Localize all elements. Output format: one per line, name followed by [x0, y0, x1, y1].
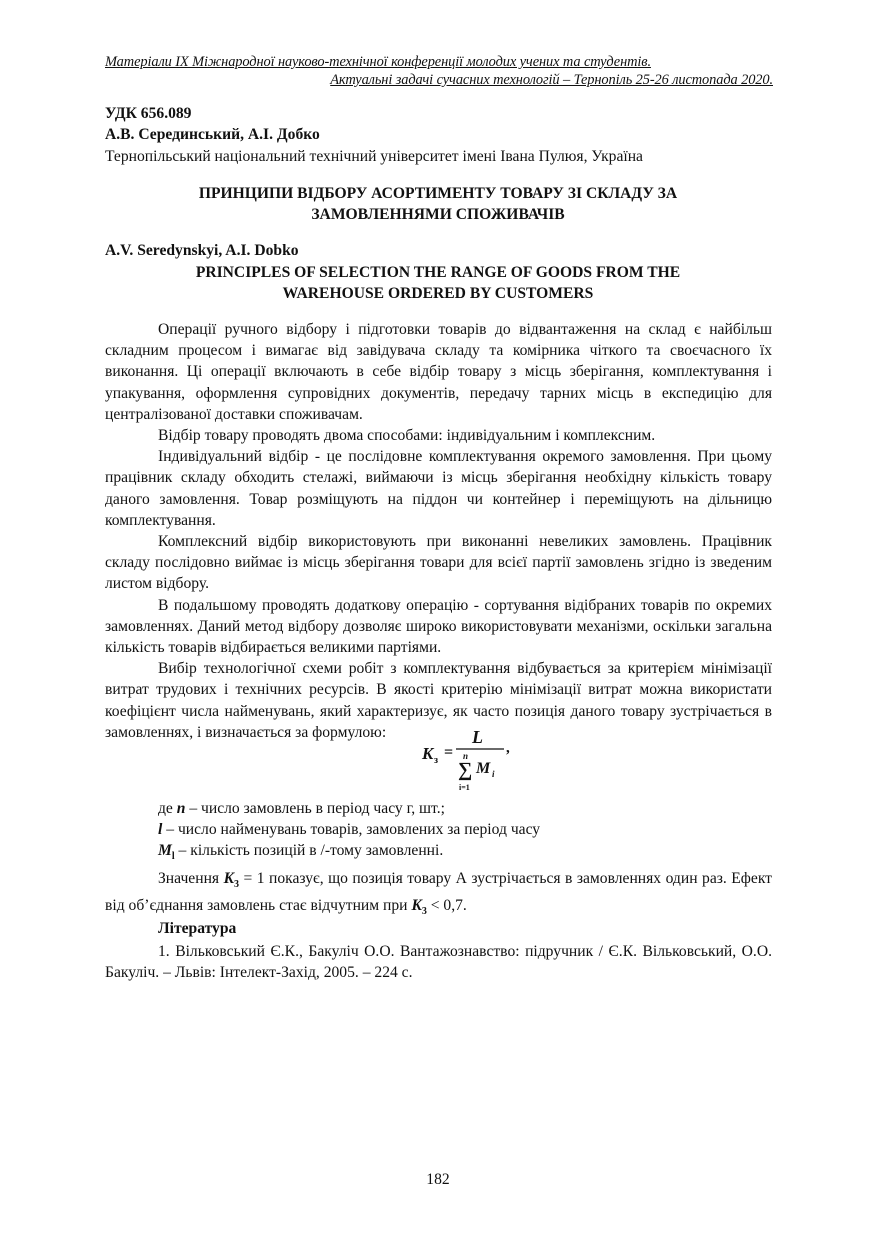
formula-sum-term-sub: i	[492, 769, 495, 779]
title-ua: ПРИНЦИПИ ВІДБОРУ АСОРТИМЕНТУ ТОВАРУ ЗІ СКЛАДУ ЗА ЗАМОВЛЕННЯМИ СПОЖИВАЧІВ	[198, 185, 678, 223]
paragraph: Відбір товару проводять двома способами: індивідуальним і комплексним.	[158, 427, 656, 445]
coefficient-formula	[420, 724, 530, 800]
page-number: 182	[426, 1171, 450, 1188]
formula-equals: =	[444, 744, 454, 761]
paragraph: Комплексний відбір використовують при виконанні невеликих замовлень. Працівник складу послідовно виймає із місць зберігання товари для всієї партії замовлень згідно із зведеним листом відбору.	[105, 533, 772, 593]
def-n: де n – число замовлень в період часу г, шт.;	[158, 800, 445, 817]
title-en: PRINCIPLES OF SELECTION THE RANGE OF GOODS FROM THE WAREHOUSE ORDERED BY CUSTOMERS	[195, 264, 681, 302]
formula-lhs-sub: з	[434, 755, 439, 766]
paragraph: В подальшому проводять додаткову операцію - сортування відібраних товарів по окремих замовленнях. Даний метод відбору дозволяє широко використовувати механізми, оскільки загальна кількість товарів відбирається великими партіями.	[105, 596, 772, 657]
paragraph: Вибір технологічної схеми робіт з комплектування відбувається за критерієм мінімізації витрат трудових і технічних ресурсів. В якості критерію мінімізації витрат можна використати коефіцієнт числа найменувань, який характеризує, як часто позиція даного товару зустрічається в замовленнях, і визначається за формулою:	[105, 660, 772, 741]
formula-numerator: L	[472, 727, 483, 747]
header-conference-line: Матеріали ІХ Міжнародної науково-технічної конференції молодих учених та студентів.	[105, 54, 651, 70]
udk-code: УДК 656.089	[105, 105, 192, 122]
paragraph: Операції ручного відбору і підготовки товарів до відвантаження на склад є найбільш складним процесом і вимагає від завідувача складу та комірника чіткого та своєчасного їх виконання. Ці операції включають в себе відбір товару з місць зберігання, комплектування і упакування, оформлення супровідних документів, передачу тарних місць в експедицію для централізованої доставки споживачам.	[105, 321, 772, 423]
formula-comma: ,	[506, 740, 510, 756]
def-l: l – число найменувань товарів, замовлених за період часу	[158, 821, 541, 839]
literature-heading: Література	[158, 920, 237, 937]
def-m: $M_l$ – кількість позицій в /-тому замовленні.	[158, 842, 444, 863]
sum-symbol: ∑	[458, 759, 473, 781]
header-topic-line: Актуальні задачі сучасних технологій – Тернопіль 25-26 листопада 2020.	[330, 72, 773, 88]
article-body	[105, 319, 772, 743]
formula-lhs: K	[422, 744, 434, 763]
authors-en: A.V. Seredynskyi, A.I. Dobko	[105, 242, 299, 259]
authors-ua: А.В. Серединський, А.І. Добко	[105, 126, 320, 143]
paragraph: Індивідуальний відбір - це послідовне комплектування окремого замовлення. При цьому працівник складу обходить стелажі, виймаючи із місць зберігання необхідну кількість товару даного замовлення. Товар розміщують на піддон чи контейнер і переміщують на дільницю комплектування.	[105, 448, 772, 529]
reference-item: 1. Вільковський Є.К., Бакуліч О.О. Вантажознавство: підручник / Є.К. Вільковський, О.О. Бакуліч. – Львів: Інтелект-Захід, 2005. – 224 с.	[105, 943, 772, 982]
formula-sum-top: n	[463, 751, 469, 761]
affiliation: Тернопільський національний технічний університет імені Івана Пулюя, Україна	[105, 148, 643, 165]
formula-sum-bottom: i=1	[459, 783, 470, 792]
definitions	[105, 798, 772, 922]
k-value-note: Значення $K_3 = 1$ показує, що позиція товару А зустрічається в замовленнях один раз. Ефект від об’єднання замовлень стає відчутним при $K_3 < 0,7$.	[105, 869, 773, 918]
references-list	[105, 941, 772, 983]
formula-sum-term: M	[476, 760, 491, 777]
